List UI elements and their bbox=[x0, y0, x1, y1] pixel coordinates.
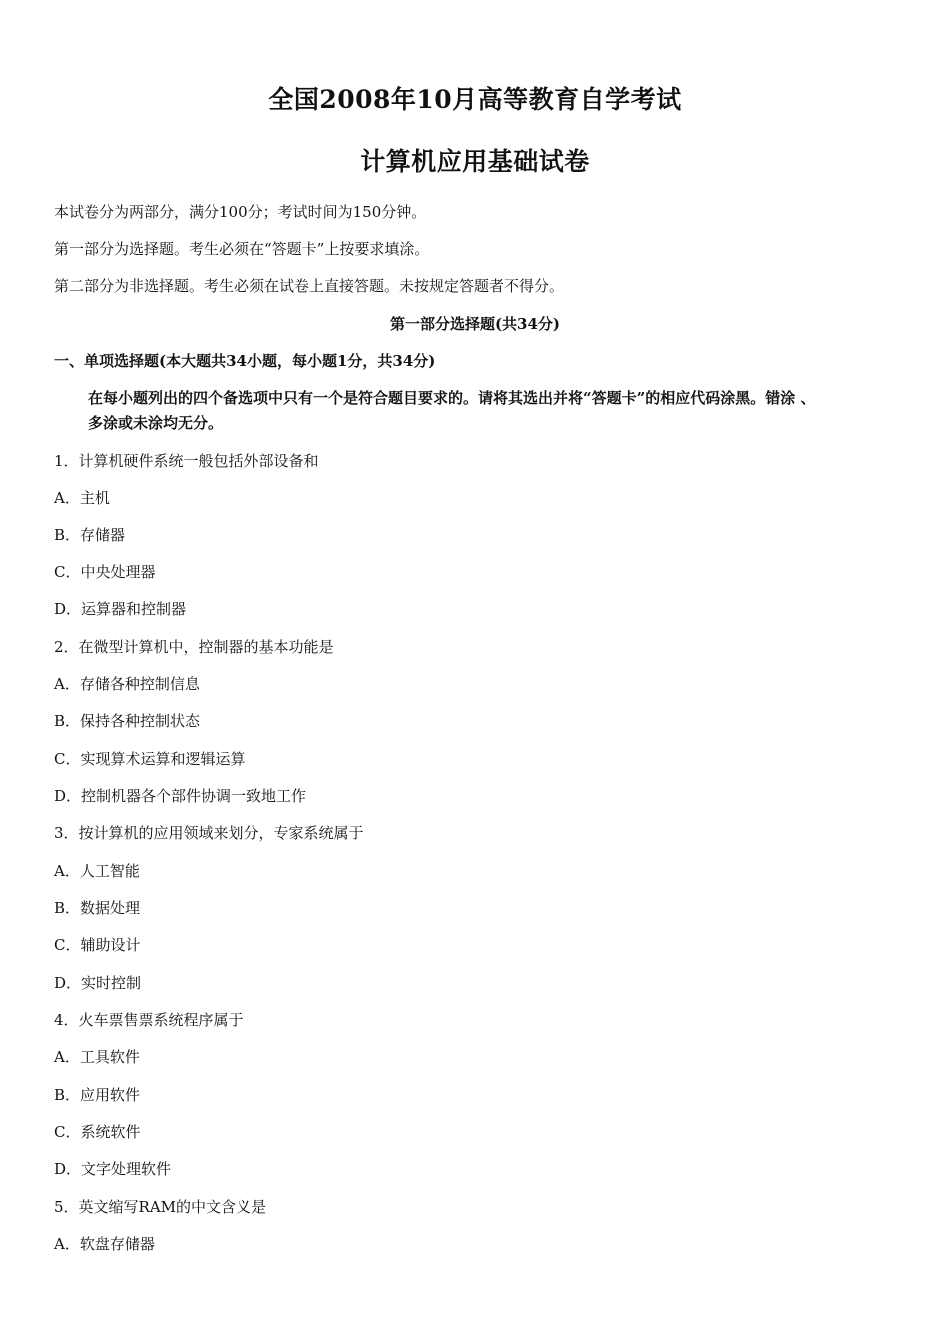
question-stem: 1．计算机硬件系统一般包括外部设备和 bbox=[54, 452, 319, 470]
question-option: A．软盘存储器 bbox=[54, 1235, 155, 1253]
part-heading: 第一部分选择题(共34分) bbox=[389, 315, 561, 333]
question-option: B．应用软件 bbox=[54, 1086, 141, 1104]
exam-subtitle: 计算机应用基础试卷 bbox=[360, 147, 590, 176]
question-option: C．中央处理器 bbox=[54, 563, 156, 581]
question-option: A．存储各种控制信息 bbox=[54, 675, 200, 693]
question-option: D．控制机器各个部件协调一致地工作 bbox=[54, 787, 307, 805]
intro-line: 本试卷分为两部分，满分100分；考试时间为150分钟。 bbox=[54, 203, 427, 221]
question-option: D．文字处理软件 bbox=[54, 1160, 172, 1178]
question-option: C．辅助设计 bbox=[54, 936, 141, 954]
intro-line: 第一部分为选择题。考生必须在“答题卡”上按要求填涂。 bbox=[54, 240, 430, 258]
question-option: B．数据处理 bbox=[54, 899, 141, 917]
question-option: D．运算器和控制器 bbox=[54, 600, 187, 618]
question-option: A．工具软件 bbox=[54, 1048, 140, 1066]
question-option: A．人工智能 bbox=[54, 862, 140, 880]
section-heading: 一、单项选择题(本大题共34小题，每小题1分，共34分) bbox=[54, 352, 436, 370]
exam-title: 全国2008年10月高等教育自学考试 bbox=[268, 85, 682, 114]
instruction-line: 在每小题列出的四个备选项中只有一个是符合题目要求的。请将其选出并将“答题卡”的相应代码涂黑。错涂 、 bbox=[88, 389, 816, 407]
question-stem: 2．在微型计算机中，控制器的基本功能是 bbox=[54, 638, 334, 656]
question-option: B．保持各种控制状态 bbox=[54, 712, 201, 730]
question-stem: 3．按计算机的应用领域来划分，专家系统属于 bbox=[54, 824, 364, 842]
question-option: D．实时控制 bbox=[54, 974, 142, 992]
question-stem: 4．火车票售票系统程序属于 bbox=[54, 1011, 244, 1029]
intro-line: 第二部分为非选择题。考生必须在试卷上直接答题。未按规定答题者不得分。 bbox=[54, 277, 565, 295]
question-option: C．实现算术运算和逻辑运算 bbox=[54, 750, 246, 768]
question-option: C．系统软件 bbox=[54, 1123, 141, 1141]
question-stem: 5．英文缩写RAM的中文含义是 bbox=[54, 1198, 267, 1216]
instruction-line: 多涂或未涂均无分。 bbox=[88, 414, 224, 432]
question-option: B．存储器 bbox=[54, 526, 126, 544]
question-option: A．主机 bbox=[54, 489, 110, 507]
